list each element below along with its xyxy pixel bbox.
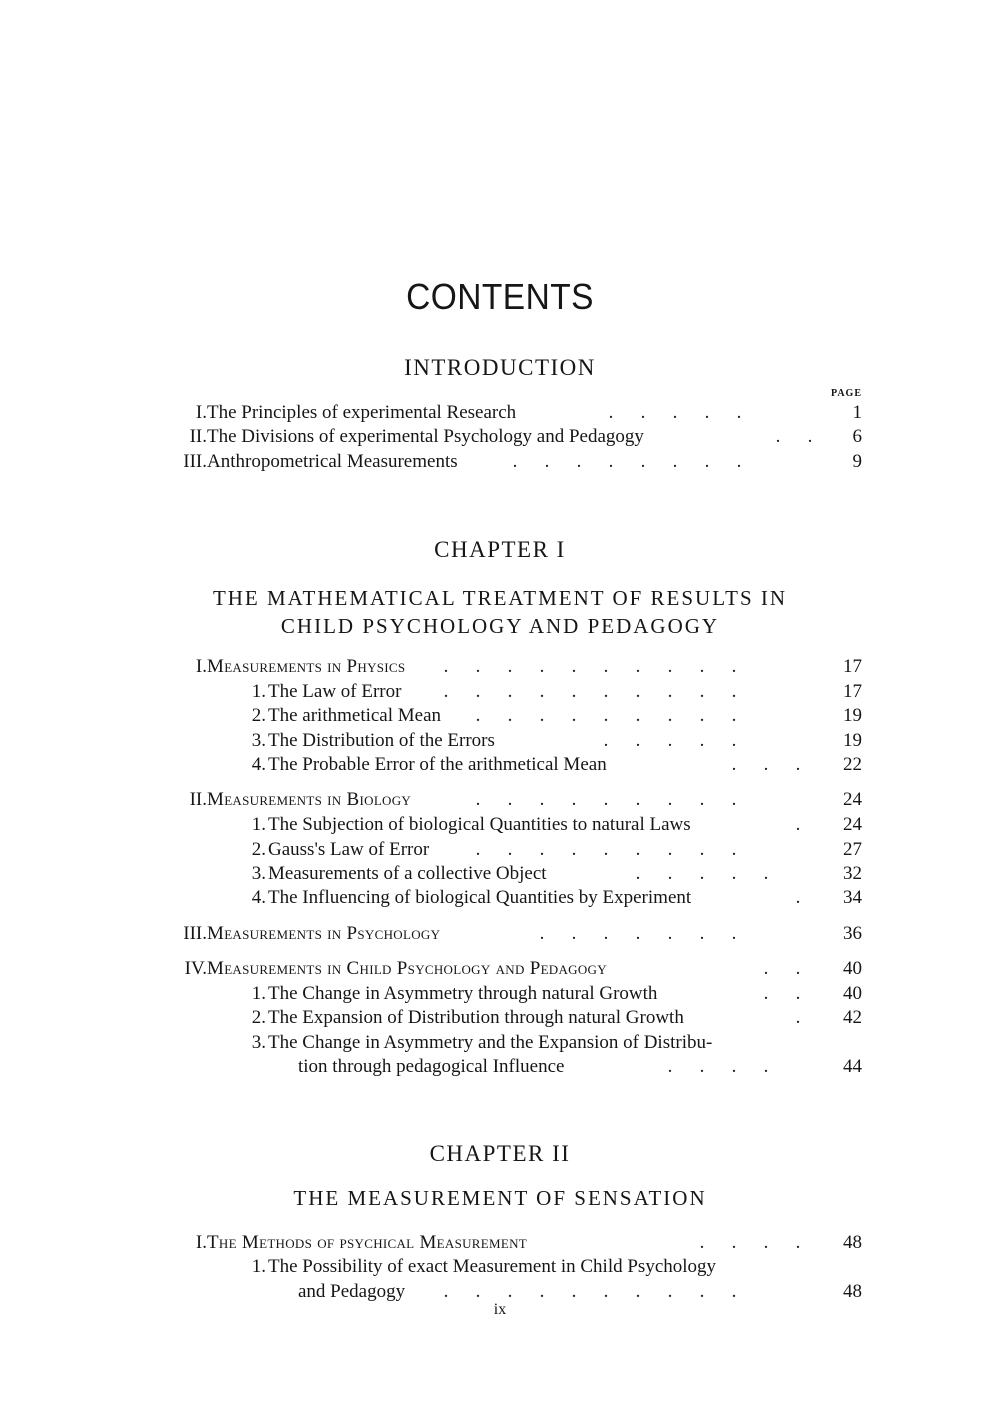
section-title: Measurements in Psychology xyxy=(207,923,441,944)
entry-number: 3. xyxy=(251,863,266,884)
toc-entry[interactable] xyxy=(150,862,862,886)
section-page: 24 xyxy=(843,789,862,810)
entry-title: The Change in Asymmetry through natural Growth xyxy=(268,983,658,1004)
entry-number: 1. xyxy=(251,1256,266,1277)
section-number: III. xyxy=(183,923,207,944)
section-page: 36 xyxy=(843,923,862,944)
toc-section[interactable] xyxy=(150,788,862,812)
entry-title: The Influencing of biological Quantities by Experiment xyxy=(268,887,692,908)
entry-page: 34 xyxy=(843,887,862,908)
toc-entry[interactable] xyxy=(150,729,862,753)
dot-leader: . . xyxy=(775,426,813,447)
toc-entry[interactable] xyxy=(150,425,862,449)
toc-section[interactable] xyxy=(150,922,862,946)
entry-title: The Change in Asymmetry and the Expansion of Distribu- xyxy=(268,1032,713,1053)
entry-page: 17 xyxy=(843,681,862,702)
dot-leader: . . . . . . . xyxy=(539,923,737,944)
toc-entry[interactable] xyxy=(150,401,862,425)
dot-leader: . . . . . . . . xyxy=(512,451,742,472)
dot-leader: . . . . xyxy=(699,1232,801,1253)
chapter-1-subtitle-line2: CHILD PSYCHOLOGY AND PEDAGOGY xyxy=(280,614,720,638)
entry-title-continuation: and Pedagogy xyxy=(298,1281,406,1302)
entry-number: II. xyxy=(189,426,207,447)
toc-entry[interactable] xyxy=(150,1031,862,1055)
entry-title: The Divisions of experimental Psychology and Pedagogy xyxy=(207,426,644,447)
entry-title-continuation: tion through pedagogical Influence xyxy=(298,1056,565,1077)
section-page: 40 xyxy=(843,958,862,979)
entry-number: III. xyxy=(183,451,207,472)
dot-leader: . xyxy=(795,887,801,908)
entry-page: 48 xyxy=(843,1281,862,1302)
entry-title: Anthropometrical Measurements xyxy=(207,451,458,472)
entry-page: 22 xyxy=(843,754,862,775)
toc-entry[interactable] xyxy=(150,704,862,728)
section-number: I. xyxy=(195,656,207,677)
entry-page: 19 xyxy=(843,730,862,751)
entry-number: 1. xyxy=(251,814,266,835)
entry-page: 42 xyxy=(843,1007,862,1028)
page-folio: ix xyxy=(493,1301,507,1318)
toc-entry[interactable] xyxy=(150,1255,862,1279)
dot-leader: . . . . . . . . . xyxy=(475,839,737,860)
introduction-heading: INTRODUCTION xyxy=(404,355,596,380)
dot-leader: . . . . . . . . . xyxy=(475,789,737,810)
dot-leader: . . . . . xyxy=(603,730,737,751)
dot-leader: . . . . . xyxy=(608,402,742,423)
dot-leader: . . . . xyxy=(667,1056,769,1077)
section-page: 17 xyxy=(843,656,862,677)
entry-page: 44 xyxy=(843,1056,862,1077)
entry-title: The Principles of experimental Research xyxy=(207,402,517,423)
toc-entry[interactable] xyxy=(150,838,862,862)
entry-page: 6 xyxy=(852,426,862,447)
chapter-1-subtitle-line1: THE MATHEMATICAL TREATMENT OF RESULTS IN xyxy=(212,586,788,610)
entry-number: 2. xyxy=(251,1007,266,1028)
dot-leader: . . . xyxy=(731,754,801,775)
toc-section[interactable] xyxy=(150,1231,862,1255)
entry-number: 3. xyxy=(251,730,266,751)
entry-page: 9 xyxy=(852,451,862,472)
toc-entry[interactable] xyxy=(150,753,862,777)
section-title: Measurements in Child Psychology and Pedagogy xyxy=(207,958,607,979)
entry-title: The Law of Error xyxy=(268,681,402,702)
entry-title: Measurements of a collective Object xyxy=(268,863,547,884)
dot-leader: . . . . . . . . . . xyxy=(443,656,737,677)
toc-section[interactable] xyxy=(150,957,862,981)
toc-entry[interactable] xyxy=(150,982,862,1006)
dot-leader: . . . . . xyxy=(635,863,769,884)
toc-entry[interactable] xyxy=(150,813,862,837)
entry-title: The Possibility of exact Measurement in Child Psychology xyxy=(268,1256,717,1277)
page-title: CONTENTS xyxy=(406,276,594,317)
section-title: Measurements in Physics xyxy=(207,656,406,677)
section-number: I. xyxy=(195,1232,207,1253)
section-title: Measurements in Biology xyxy=(207,789,412,810)
entry-title: The Distribution of the Errors xyxy=(268,730,495,751)
entry-title: The Subjection of biological Quantities to natural Laws xyxy=(268,814,691,835)
section-number: IV. xyxy=(184,958,207,979)
dot-leader: . . . . . . . . . xyxy=(475,705,737,726)
entry-title: The Probable Error of the arithmetical Mean xyxy=(268,754,607,775)
toc-entry[interactable] xyxy=(150,1006,862,1030)
entry-title: The Expansion of Distribution through natural Growth xyxy=(268,1007,684,1028)
dot-leader: . . xyxy=(763,983,801,1004)
dot-leader: . . xyxy=(763,958,801,979)
entry-page: 19 xyxy=(843,705,862,726)
entry-number: 1. xyxy=(251,681,266,702)
entry-number: 2. xyxy=(251,839,266,860)
dot-leader: . xyxy=(795,814,801,835)
section-title: The Methods of psychical Measurement xyxy=(207,1232,528,1253)
entry-page: 24 xyxy=(843,814,862,835)
entry-number: 4. xyxy=(251,887,266,908)
toc-entry-continuation[interactable] xyxy=(150,1055,862,1079)
toc-entry[interactable] xyxy=(150,886,862,910)
entry-page: 32 xyxy=(843,863,862,884)
entry-page: 1 xyxy=(852,402,862,423)
entry-page: 27 xyxy=(843,839,862,860)
entry-number: 2. xyxy=(251,705,266,726)
section-number: II. xyxy=(189,789,207,810)
entry-title: Gauss's Law of Error xyxy=(268,839,430,860)
chapter-1-heading: CHAPTER I xyxy=(434,537,566,562)
toc-entry[interactable] xyxy=(150,680,862,704)
entry-number: 4. xyxy=(251,754,266,775)
entry-page: 40 xyxy=(843,983,862,1004)
chapter-2-heading: CHAPTER II xyxy=(429,1141,571,1166)
chapter-2-subtitle: THE MEASUREMENT OF SENSATION xyxy=(293,1186,707,1210)
dot-leader: . xyxy=(795,1007,801,1028)
entry-number: I. xyxy=(195,402,207,423)
entry-number: 1. xyxy=(251,983,266,1004)
toc-section[interactable] xyxy=(150,655,862,679)
toc-entry[interactable] xyxy=(150,450,862,474)
dot-leader: . . . . . . . . . . xyxy=(443,681,737,702)
entry-title: The arithmetical Mean xyxy=(268,705,442,726)
section-page: 48 xyxy=(843,1232,862,1253)
page-column-label: PAGE xyxy=(830,388,862,399)
dot-leader: . . . . . . . . . . xyxy=(443,1281,737,1302)
entry-number: 3. xyxy=(251,1032,266,1053)
